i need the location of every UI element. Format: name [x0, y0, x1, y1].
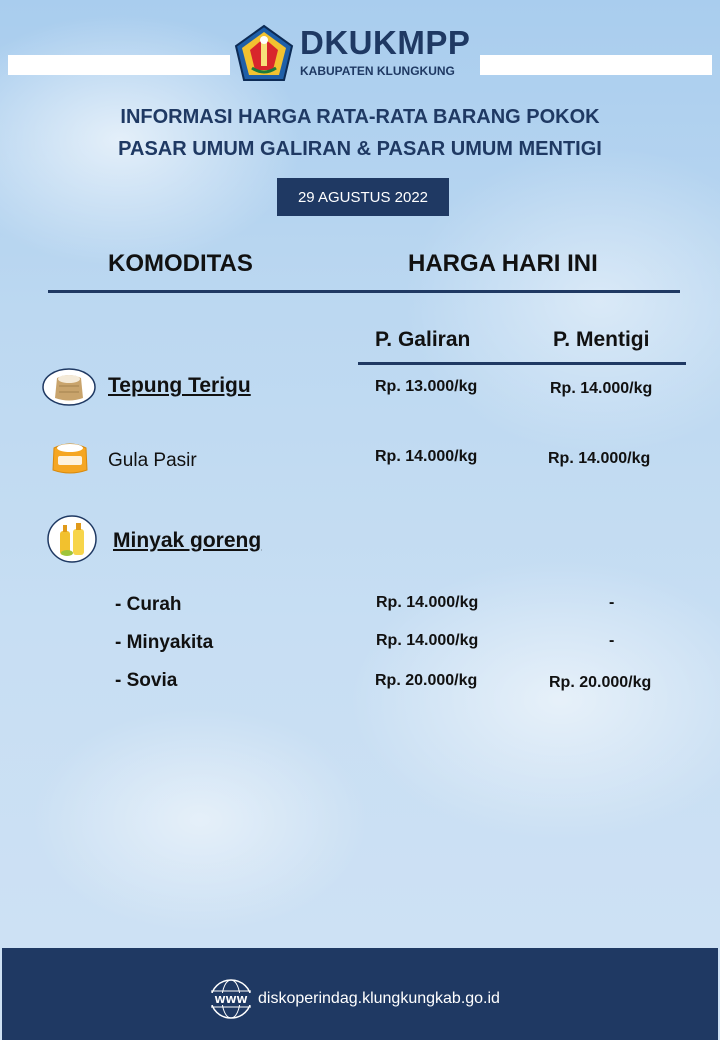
market-header-mentigi: P. Mentigi — [553, 328, 650, 351]
footer-website-url[interactable]: diskoperindag.klungkungkab.go.id — [258, 990, 500, 1007]
item-label-gula-pasir: Gula Pasir — [108, 450, 197, 471]
header-rule-right — [480, 55, 712, 75]
date-badge: 29 AGUSTUS 2022 — [277, 178, 449, 216]
item-label-minyakita: - Minyakita — [115, 632, 214, 653]
commodity-column-header: KOMODITAS — [108, 250, 253, 277]
brand-subtitle: KABUPATEN KLUNGKUNG — [300, 64, 455, 78]
www-globe-icon — [207, 979, 255, 1019]
market-header-galiran: P. Galiran — [375, 328, 471, 351]
price-minyakita-galiran: Rp. 14.000/kg — [376, 632, 479, 649]
www-icon-text: WWW — [214, 995, 248, 1006]
flour-sack-icon — [42, 368, 96, 406]
price-curah-galiran: Rp. 14.000/kg — [376, 594, 479, 611]
price-column-header: HARGA HARI INI — [408, 250, 598, 277]
item-label-tepung-terigu: Tepung Terigu — [108, 374, 251, 397]
header-rule-left — [8, 55, 230, 75]
price-tepung-galiran: Rp. 13.000/kg — [375, 378, 478, 395]
klungkung-emblem-icon — [234, 24, 294, 82]
price-minyakita-mentigi: - — [609, 632, 615, 649]
page-title-line-2: PASAR UMUM GALIRAN & PASAR UMUM MENTIGI — [118, 138, 602, 160]
page-title-line-1: INFORMASI HARGA RATA-RATA BARANG POKOK — [120, 106, 600, 128]
sugar-bag-icon — [50, 440, 90, 476]
item-label-minyak-goreng: Minyak goreng — [113, 529, 262, 552]
header — [230, 22, 480, 80]
header-divider — [48, 290, 680, 293]
item-label-sovia: - Sovia — [115, 670, 178, 691]
market-divider — [358, 362, 686, 365]
price-tepung-mentigi: Rp. 14.000/kg — [550, 380, 653, 397]
price-gula-mentigi: Rp. 14.000/kg — [548, 450, 651, 467]
price-curah-mentigi: - — [609, 594, 615, 611]
price-sovia-galiran: Rp. 20.000/kg — [375, 672, 478, 689]
price-gula-galiran: Rp. 14.000/kg — [375, 448, 478, 465]
cooking-oil-bottles-icon — [47, 515, 97, 563]
item-label-curah: - Curah — [115, 594, 182, 615]
price-sovia-mentigi: Rp. 20.000/kg — [549, 674, 652, 691]
brand-name: DKUKMPP — [300, 24, 471, 61]
